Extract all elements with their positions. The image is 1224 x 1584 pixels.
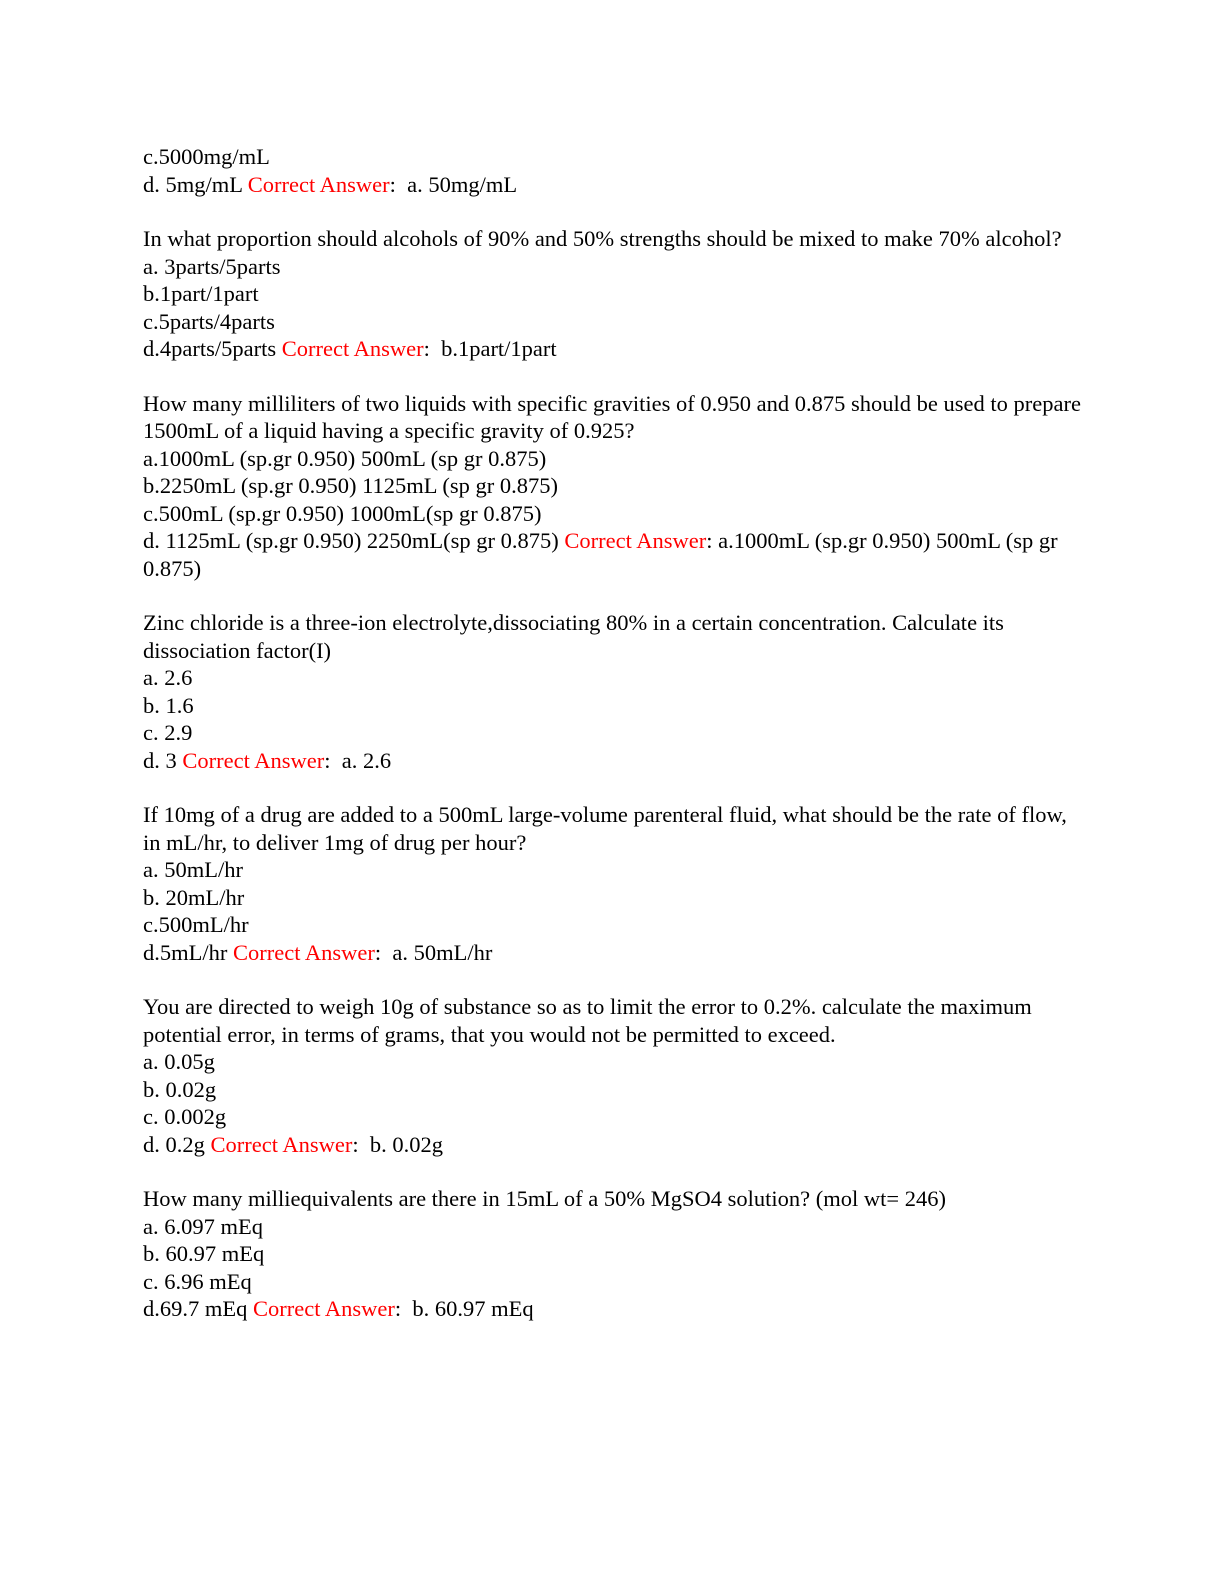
option-d — [143, 939, 1083, 967]
option-c: c.500mL (sp.gr 0.950) 1000mL(sp gr 0.875) — [143, 500, 542, 526]
option-d-text: d.4parts/5parts — [143, 336, 282, 361]
option-d — [143, 1295, 1083, 1323]
question-text: How many milliequivalents are there in 15mL of a 50% MgSO4 solution? (mol wt= 246) — [143, 1186, 946, 1211]
correct-answer-label: Correct Answer — [210, 1131, 353, 1157]
option-b: b. 1.6 — [143, 692, 194, 718]
option-d — [143, 335, 1083, 363]
correct-answer-label: Correct Answer — [281, 336, 424, 361]
option-c: c. 2.9 — [143, 720, 193, 745]
option-d-text: d. 1125mL (sp.gr 0.950) 2250mL(sp gr 0.875) — [143, 528, 565, 553]
correct-answer-value: : b.1part/1part — [423, 336, 557, 361]
option-d — [143, 1131, 1083, 1159]
question-block — [143, 993, 1083, 1158]
correct-answer-value: : b. 60.97 mEq — [394, 1296, 534, 1321]
option-b: b.1part/1part — [143, 281, 259, 306]
correct-answer-label: Correct Answer — [253, 1296, 395, 1321]
option-b: b. 60.97 mEq — [143, 1241, 265, 1266]
option-c: c. 0.002g — [143, 1104, 227, 1129]
question-block-continued — [143, 143, 1083, 198]
option-d-text: d.5mL/hr — [143, 939, 233, 965]
option-b: b. 0.02g — [143, 1076, 217, 1102]
question-text: Zinc chloride is a three-ion electrolyte,dissociating 80% in a certain concentration. Calculate its dissociation factor(I) — [143, 610, 1004, 663]
document-page — [143, 143, 1083, 1323]
question-text: How many milliliters of two liquids with specific gravities of 0.950 and 0.875 should be used to prepare 1500mL of a liquid having a specific gravity of 0.925? — [143, 390, 1081, 443]
option-c: c.5parts/4parts — [143, 308, 275, 334]
option-a: a. 2.6 — [143, 665, 193, 690]
option-b: b. 20mL/hr — [143, 884, 245, 910]
correct-answer-value: : a. 2.6 — [324, 747, 392, 773]
option-c: c. 6.96 mEq — [143, 1268, 252, 1294]
option-a: a. 0.05g — [143, 1049, 215, 1074]
option-c: c.5000mg/mL — [143, 144, 270, 169]
correct-answer-value: : b. 0.02g — [352, 1131, 443, 1157]
option-d — [143, 747, 1083, 775]
question-block — [143, 390, 1083, 583]
option-d-text: d.69.7 mEq — [143, 1296, 253, 1321]
correct-answer-label: Correct Answer — [182, 747, 325, 773]
option-c: c.500mL/hr — [143, 912, 249, 937]
correct-answer-label: Correct Answer — [233, 939, 375, 965]
option-d — [143, 527, 1083, 582]
option-b: b.2250mL (sp.gr 0.950) 1125mL (sp gr 0.875) — [143, 473, 558, 498]
question-text: You are directed to weigh 10g of substance so as to limit the error to 0.2%. calculate the maximum potential error, in terms of grams, that you would not be permitted to exceed. — [143, 994, 1032, 1047]
question-text: In what proportion should alcohols of 90% and 50% strengths should be mixed to make 70% alcohol? — [143, 226, 1062, 251]
option-d — [143, 171, 1083, 199]
question-block — [143, 801, 1083, 966]
correct-answer-value: : a. 50mg/mL — [389, 171, 518, 197]
correct-answer-label: Correct Answer — [564, 528, 707, 553]
option-a: a. 6.097 mEq — [143, 1213, 263, 1239]
option-d-text: d. 0.2g — [143, 1131, 211, 1157]
option-d-text: d. 3 — [143, 747, 183, 773]
question-block — [143, 1185, 1083, 1323]
option-a: a. 50mL/hr — [143, 857, 243, 882]
option-a: a.1000mL (sp.gr 0.950) 500mL (sp gr 0.875) — [143, 445, 547, 471]
question-text: If 10mg of a drug are added to a 500mL large-volume parenteral fluid, what should be the rate of flow, in mL/hr, to deliver 1mg of drug per hour? — [143, 802, 1067, 855]
correct-answer-label: Correct Answer — [247, 171, 390, 197]
option-a: a. 3parts/5parts — [143, 253, 281, 279]
correct-answer-value: : a. 50mL/hr — [374, 939, 493, 965]
correct-answer-value: : a.1000mL (sp.gr 0.950) 500mL (sp gr 0.875) — [143, 528, 1058, 581]
question-block — [143, 609, 1083, 774]
question-block — [143, 225, 1083, 363]
option-d-text: d. 5mg/mL — [143, 171, 248, 197]
